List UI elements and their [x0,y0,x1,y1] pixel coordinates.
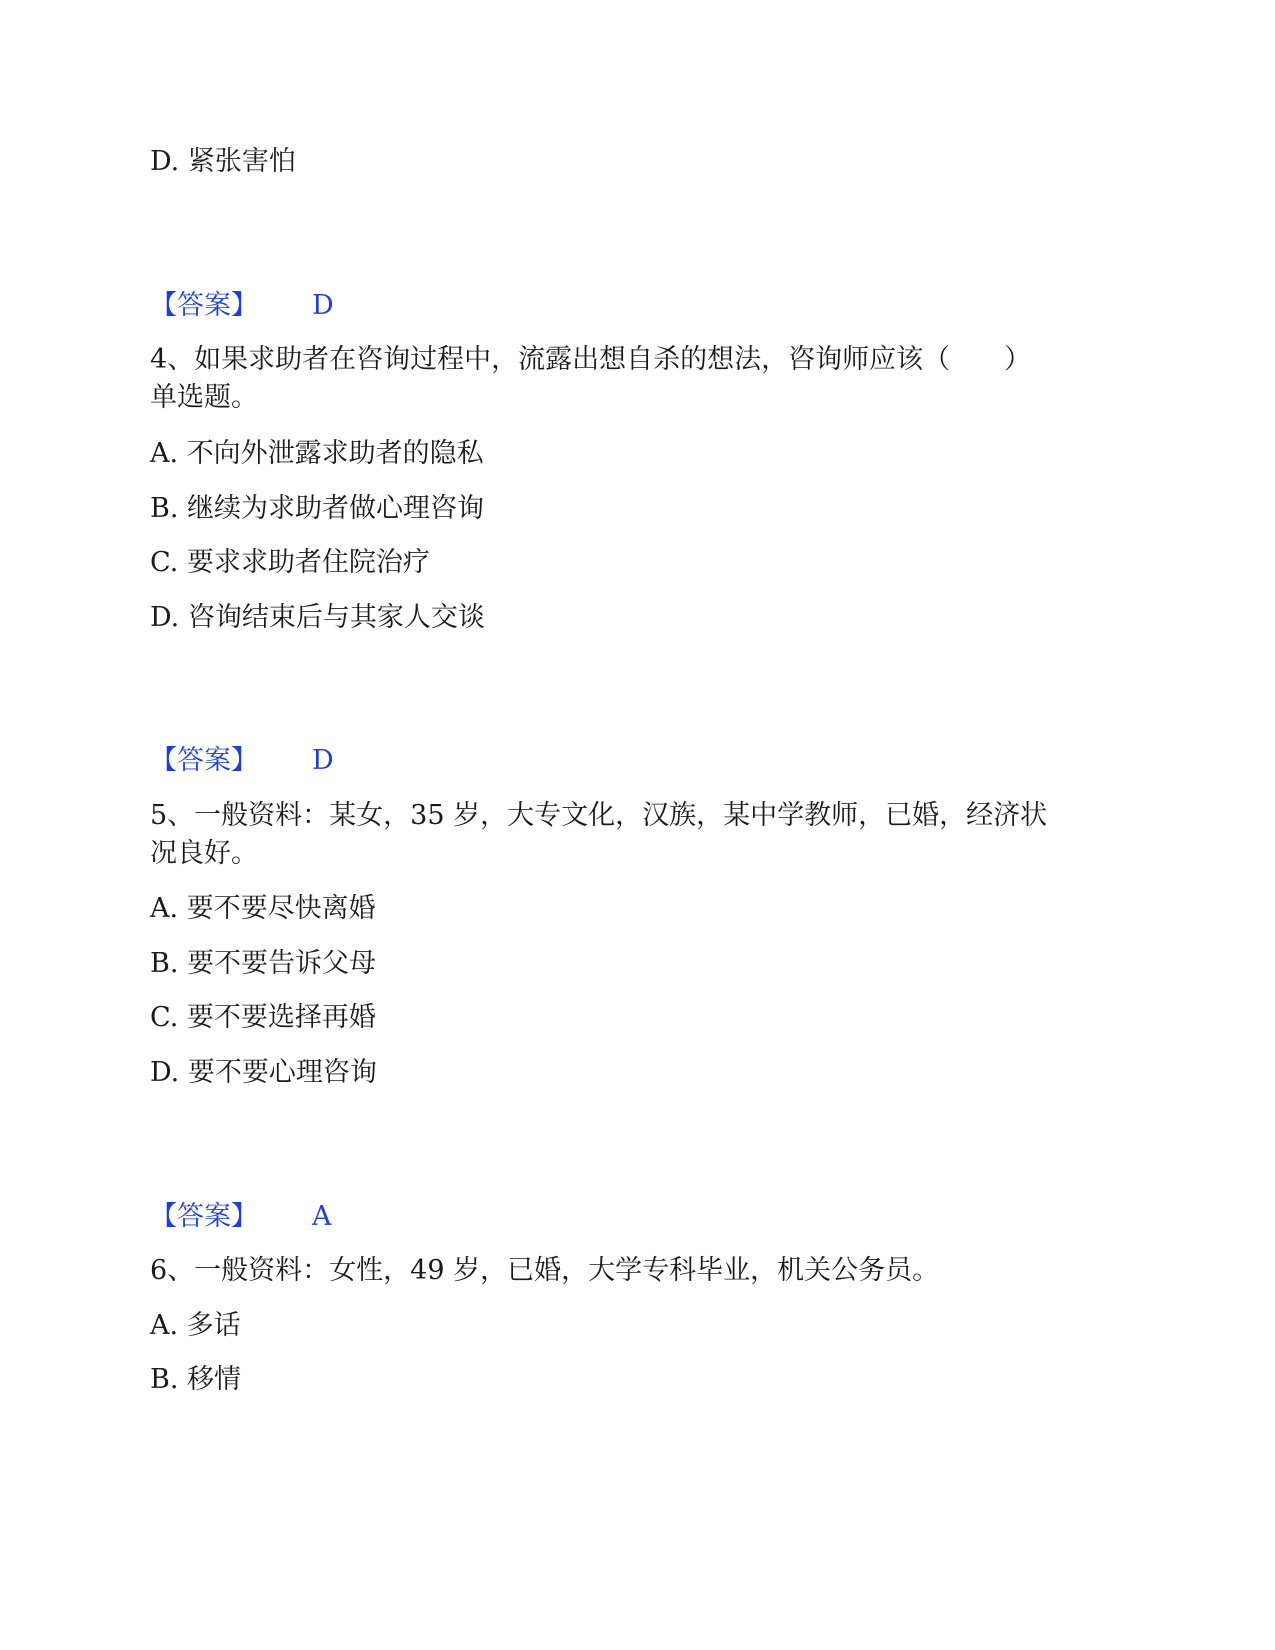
q5-option-b: B. 要不要告诉父母 [150,948,377,979]
q3-answer-value: D [312,290,334,321]
q6-option-b: B. 移情 [150,1364,242,1395]
q5-stem-line1: 5、一般资料：某女，35 岁，大专文化，汉族，某中学教师，已婚，经济状 [150,800,1048,831]
q5-answer-label: 【答案】 [150,1201,258,1232]
q4-option-b: B. 继续为求助者做心理咨询 [150,493,485,524]
q4-option-d: D. 咨询结束后与其家人交谈 [150,602,485,633]
q4-answer-label: 【答案】 [150,745,258,776]
q5-option-c: C. 要不要选择再婚 [150,1002,376,1033]
q6-stem-line1: 6、一般资料：女性，49 岁，已婚，大学专科毕业，机关公务员。 [150,1255,940,1286]
q5-answer-value: A [312,1201,332,1232]
q5-stem-line2: 况良好。 [150,838,258,869]
q4-stem-line1: 4、如果求助者在咨询过程中，流露出想自杀的想法，咨询师应该（ ） [150,344,1032,375]
q3-option-d: D. 紧张害怕 [150,146,296,177]
q5-option-d: D. 要不要心理咨询 [150,1057,377,1088]
q5-answer [150,1197,332,1237]
q4-stem-line2: 单选题。 [150,382,258,413]
q4-answer [150,741,334,781]
q4-answer-value: D [312,745,334,776]
q4-option-c: C. 要求求助者住院治疗 [150,547,430,578]
q3-answer [150,286,334,326]
q5-option-a: A. 要不要尽快离婚 [150,893,376,924]
q3-answer-label: 【答案】 [150,290,258,321]
q4-option-a: A. 不向外泄露求助者的隐私 [150,438,484,469]
q6-option-a: A. 多话 [150,1310,241,1341]
